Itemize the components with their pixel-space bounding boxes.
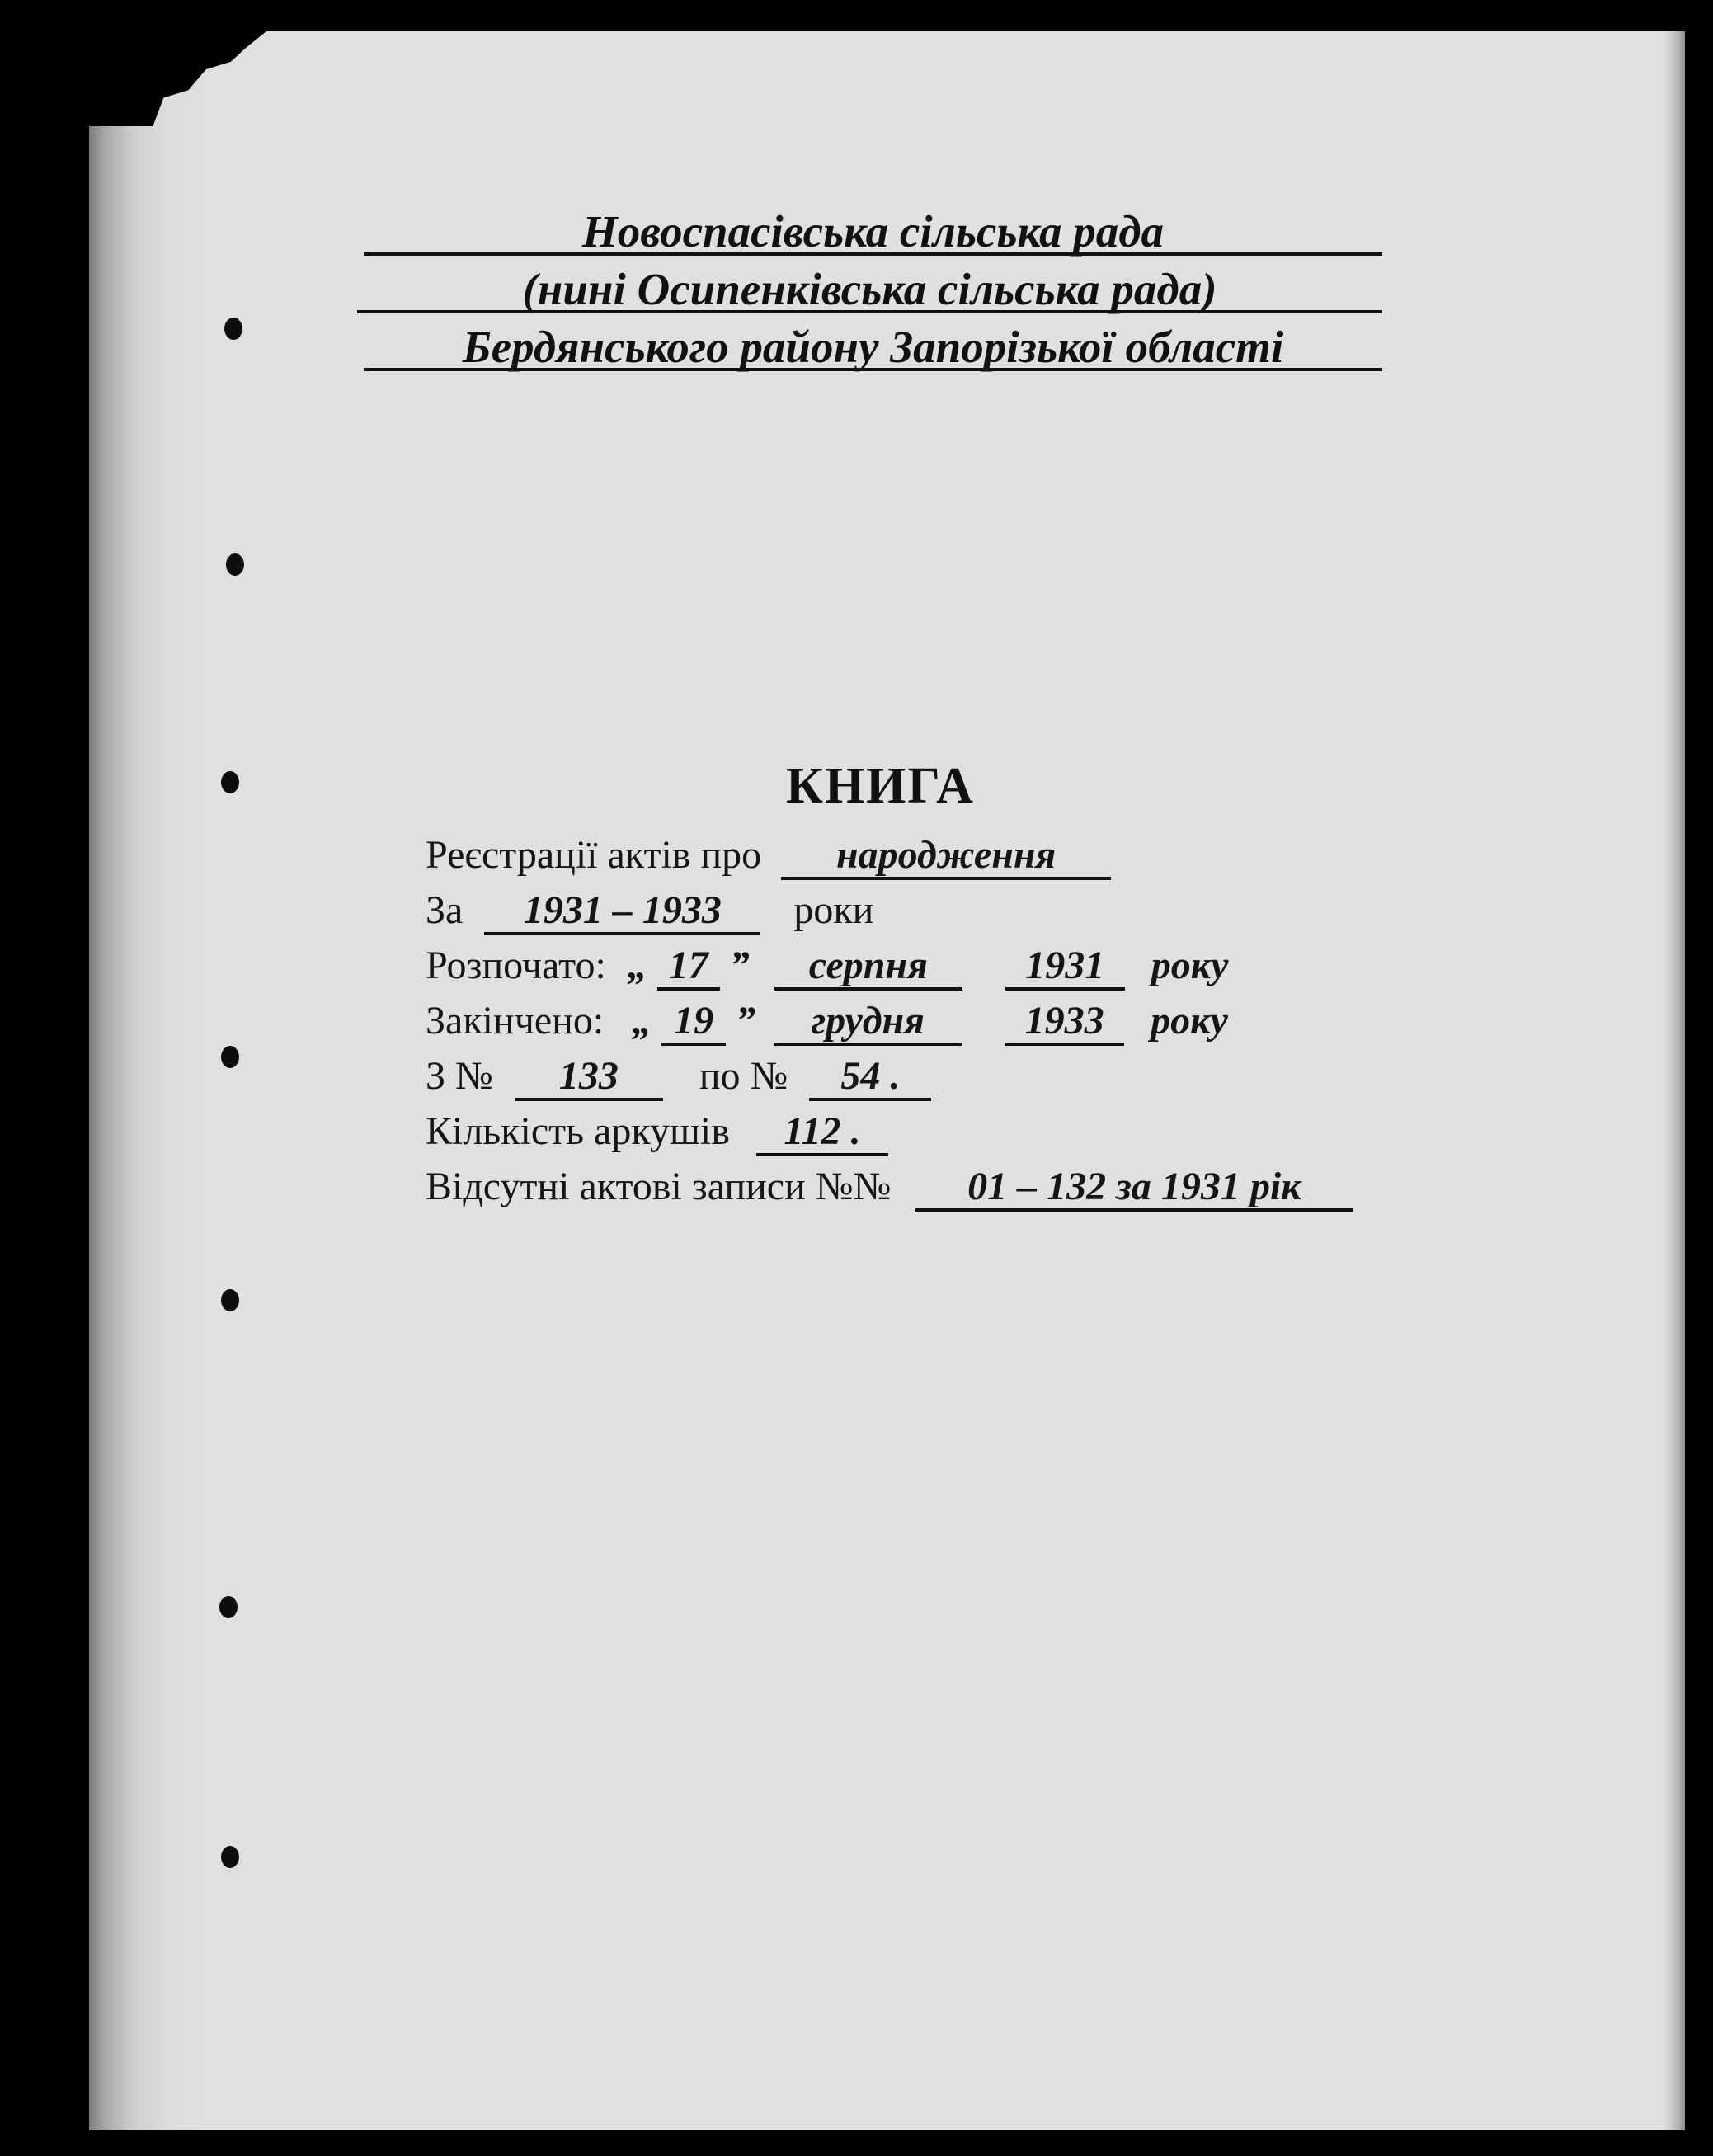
- registration-label: Реєстрації актів про: [426, 833, 762, 877]
- started-year: 1931: [1005, 944, 1125, 991]
- sheets-label: Кількість аркушів: [426, 1109, 730, 1153]
- finished-month: грудня: [774, 1000, 962, 1046]
- registration-row: [426, 830, 1111, 881]
- header-line-2: [357, 264, 1382, 315]
- numbers-from-label: З №: [426, 1054, 493, 1098]
- period-label: За: [426, 888, 464, 932]
- header-current-council: (нині Осипенківська сільська рада): [522, 264, 1217, 314]
- started-open-quote: „: [627, 944, 647, 987]
- header-council-name: Новоспасівська сільська рада: [581, 206, 1165, 257]
- missing-row: [426, 1161, 1353, 1212]
- binding-hole: [221, 1289, 239, 1311]
- header-district-region: Бердянського району Запорізької області: [462, 322, 1284, 372]
- finished-year: 1933: [1005, 1000, 1124, 1046]
- period-row: [426, 885, 873, 936]
- started-suffix: року: [1151, 944, 1229, 987]
- missing-value: 01 – 132 за 1931 рік: [915, 1165, 1353, 1212]
- document-page: [89, 31, 1685, 2130]
- numbers-to-value: 54 .: [809, 1055, 931, 1101]
- numbers-row: [426, 1051, 931, 1102]
- sheets-row: [426, 1106, 888, 1157]
- finished-suffix: року: [1151, 999, 1228, 1043]
- started-row: [426, 940, 1228, 991]
- torn-left-edge: [89, 31, 205, 2130]
- started-day: 17: [657, 944, 720, 991]
- finished-label: Закінчено:: [426, 999, 605, 1043]
- binding-hole: [226, 553, 244, 576]
- started-close-quote: ”: [729, 944, 750, 987]
- binding-hole: [224, 318, 242, 340]
- binding-hole: [221, 1046, 239, 1068]
- page-right-edge: [1662, 31, 1685, 2130]
- started-month: серпня: [774, 944, 962, 991]
- finished-close-quote: ”: [736, 999, 756, 1043]
- registration-value: народження: [781, 834, 1111, 880]
- finished-row: [426, 996, 1228, 1047]
- book-title: КНИГА: [786, 758, 975, 814]
- binding-hole: [221, 1846, 239, 1868]
- finished-open-quote: „: [632, 999, 652, 1043]
- binding-hole: [219, 1596, 238, 1618]
- finished-day: 19: [661, 1000, 726, 1046]
- numbers-from-value: 133: [515, 1055, 663, 1101]
- period-suffix: роки: [793, 888, 874, 932]
- sheets-value: 112 .: [756, 1110, 888, 1156]
- binding-hole: [221, 771, 239, 793]
- header-line-3: [364, 322, 1382, 373]
- started-label: Розпочато:: [426, 944, 606, 987]
- period-value: 1931 – 1933: [484, 889, 760, 935]
- header-line-1: [364, 206, 1382, 257]
- missing-label: Відсутні актові записи №№: [426, 1165, 892, 1208]
- numbers-to-label: по №: [699, 1054, 788, 1098]
